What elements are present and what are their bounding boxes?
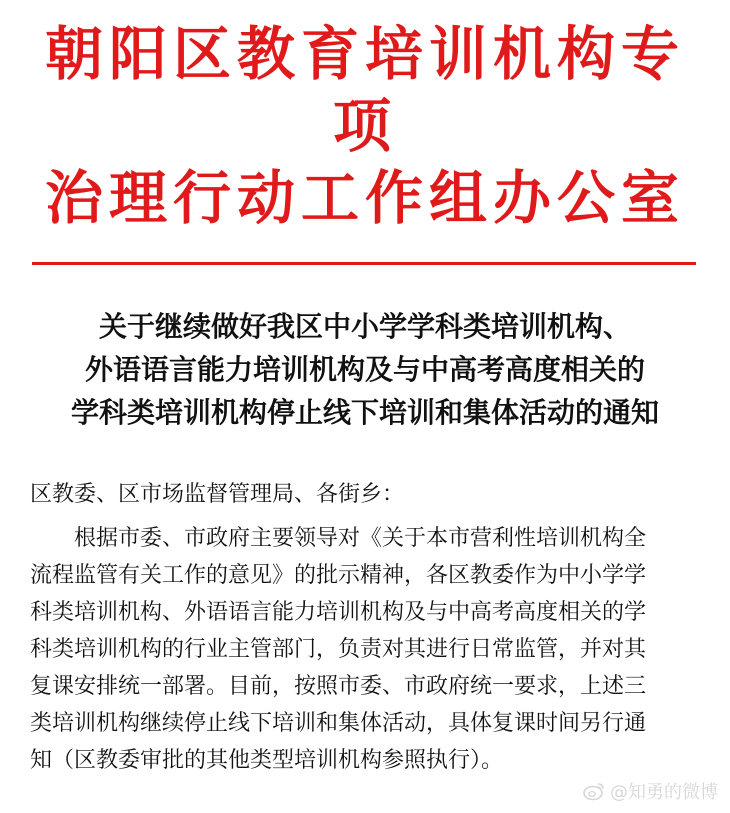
issuing-office-header: [30, 18, 700, 234]
red-divider-rule: [32, 262, 696, 265]
body-line-6: 类培训机构继续停止线下培训和集体活动，具体复课时间另行通: [30, 711, 647, 736]
weibo-watermark: [582, 778, 718, 804]
title-line-3: 学科类培训机构停止线下培训和集体活动的通知: [70, 396, 659, 429]
body-line-4: 科类培训机构的行业主管部门，负责对其进行日常监管，并对其: [30, 637, 647, 662]
body-line-1: 根据市委、市政府主要领导对《关于本市营利性培训机构全: [30, 526, 647, 551]
title-line-2: 外语语言能力培训机构及与中高考高度相关的: [84, 353, 645, 386]
body-line-2: 流程监管有关工作的意见》的批示精神，各区教委作为中小学学: [30, 563, 647, 588]
notice-title: [20, 305, 710, 434]
header-line-2: 治理行动工作组办公室: [44, 164, 685, 232]
title-line-1: 关于继续做好我区中小学学科类培训机构、: [98, 310, 631, 343]
watermark-text: @知勇的微博: [610, 782, 718, 803]
weibo-logo-icon: [582, 781, 606, 801]
salutation: 区教委、区市场监督管理局、各街乡：: [30, 482, 405, 507]
body-line-7: 知（区教委审批的其他类型培训机构参照执行）。: [30, 748, 504, 773]
body-line-3: 科类培训机构、外语语言能力培训机构及与中高考高度相关的学: [30, 600, 647, 625]
body-line-5: 复课安排统一部署。目前，按照市委、市政府统一要求，上述三: [30, 674, 647, 699]
body-paragraph: [30, 520, 700, 779]
header-line-1: 朝阳区教育培训机构专项: [44, 20, 685, 160]
